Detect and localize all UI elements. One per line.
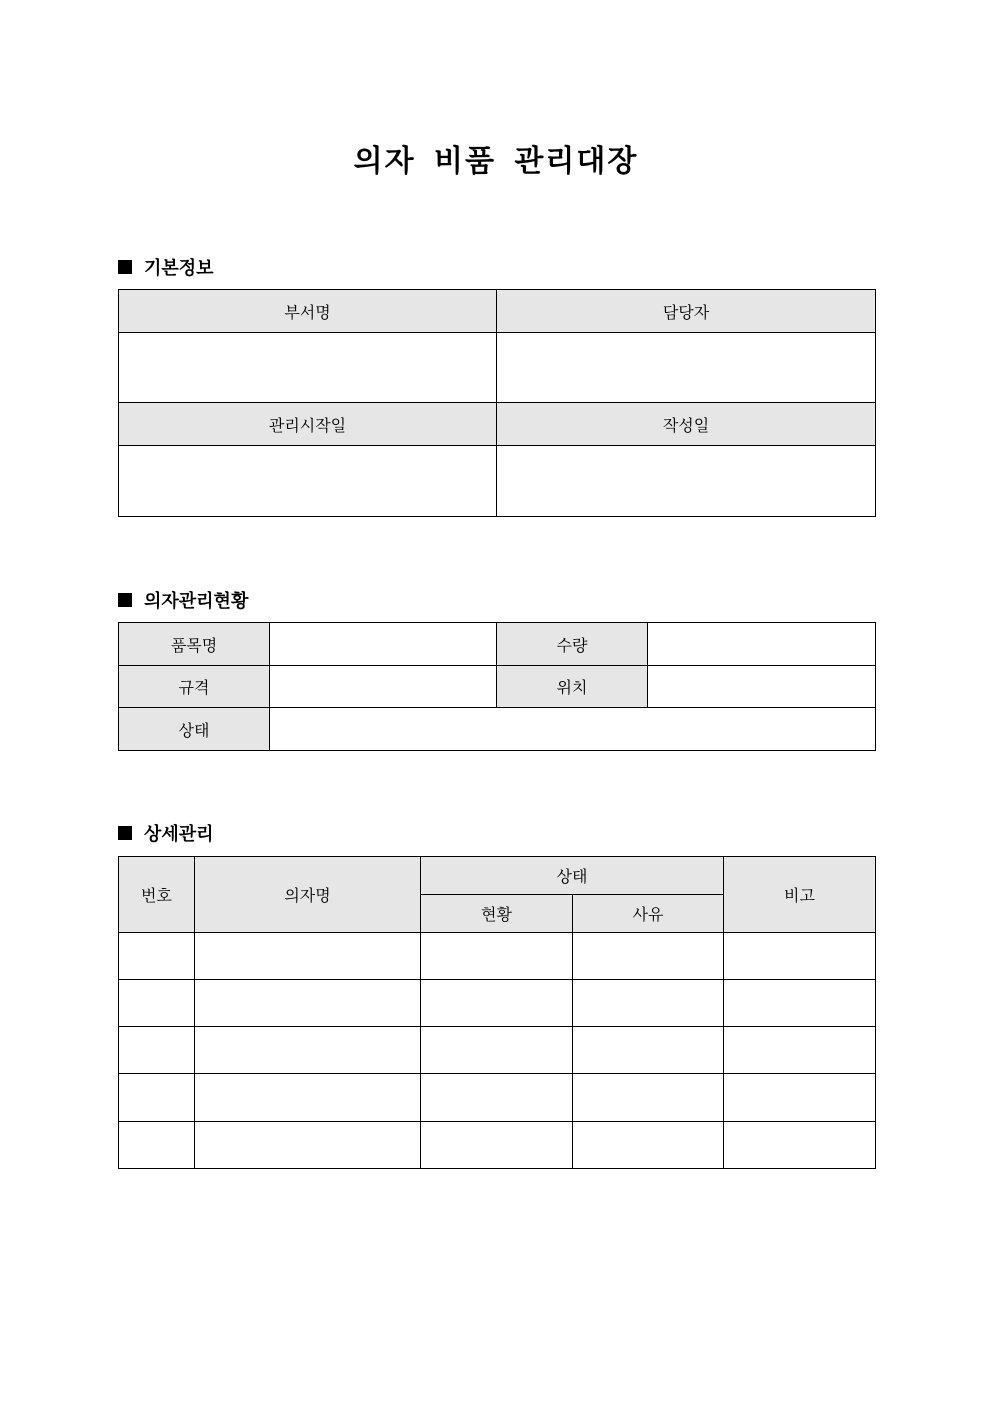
chair-status-table [118,622,876,751]
written-date-label: 작성일 [497,403,876,446]
row-no-cell[interactable] [119,1122,195,1169]
row-no-cell[interactable] [119,1027,195,1074]
row-reason-cell[interactable] [573,1074,724,1122]
section-heading-basic [118,254,214,280]
table-row [119,980,876,1027]
quantity-label: 수량 [497,623,648,666]
row-note-cell[interactable] [724,1074,876,1122]
section-heading-status-label: 의자관리현황 [144,591,249,612]
item-name-label: 품목명 [119,623,270,666]
square-bullet-icon [118,826,132,840]
table-row [119,933,876,980]
section-heading-basic-label: 기본정보 [144,258,214,279]
square-bullet-icon [118,593,132,607]
condition-label: 상태 [119,708,270,751]
row-chair-name-cell[interactable] [195,1027,421,1074]
row-chair-name-cell[interactable] [195,980,421,1027]
detail-header-no: 번호 [119,857,195,933]
manager-field[interactable] [497,333,876,403]
row-note-cell[interactable] [724,980,876,1027]
location-label: 위치 [497,666,648,708]
section-heading-detail-label: 상세관리 [144,824,214,845]
start-date-label: 관리시작일 [119,403,497,446]
start-date-field[interactable] [119,446,497,517]
quantity-field[interactable] [648,623,876,666]
row-current-cell[interactable] [421,980,573,1027]
written-date-field[interactable] [497,446,876,517]
table-row [119,1027,876,1074]
row-reason-cell[interactable] [573,980,724,1027]
table-row [119,1122,876,1169]
row-current-cell[interactable] [421,933,573,980]
row-no-cell[interactable] [119,980,195,1027]
spec-field[interactable] [270,666,497,708]
row-current-cell[interactable] [421,1074,573,1122]
row-reason-cell[interactable] [573,1122,724,1169]
dept-field[interactable] [119,333,497,403]
detail-header-state: 상태 [421,857,724,895]
row-chair-name-cell[interactable] [195,1074,421,1122]
row-chair-name-cell[interactable] [195,933,421,980]
row-reason-cell[interactable] [573,933,724,980]
row-current-cell[interactable] [421,1027,573,1074]
detail-header-note: 비고 [724,857,876,933]
location-field[interactable] [648,666,876,708]
square-bullet-icon [118,260,132,274]
detail-header-chair-name: 의자명 [195,857,421,933]
section-heading-status [118,587,248,613]
row-note-cell[interactable] [724,1027,876,1074]
detail-table [118,856,876,1169]
row-chair-name-cell[interactable] [195,1122,421,1169]
manager-label: 담당자 [497,290,876,333]
item-name-field[interactable] [270,623,497,666]
spec-label: 규격 [119,666,270,708]
row-reason-cell[interactable] [573,1027,724,1074]
condition-field[interactable] [270,708,876,751]
basic-info-table [118,289,876,517]
row-note-cell[interactable] [724,933,876,980]
row-no-cell[interactable] [119,1074,195,1122]
dept-label: 부서명 [119,290,497,333]
row-note-cell[interactable] [724,1122,876,1169]
table-row [119,1074,876,1122]
row-no-cell[interactable] [119,933,195,980]
section-heading-detail [118,820,214,846]
detail-header-current: 현황 [421,895,573,933]
page-title: 의자 비품 관리대장 [353,144,639,179]
row-current-cell[interactable] [421,1122,573,1169]
detail-header-reason: 사유 [573,895,724,933]
